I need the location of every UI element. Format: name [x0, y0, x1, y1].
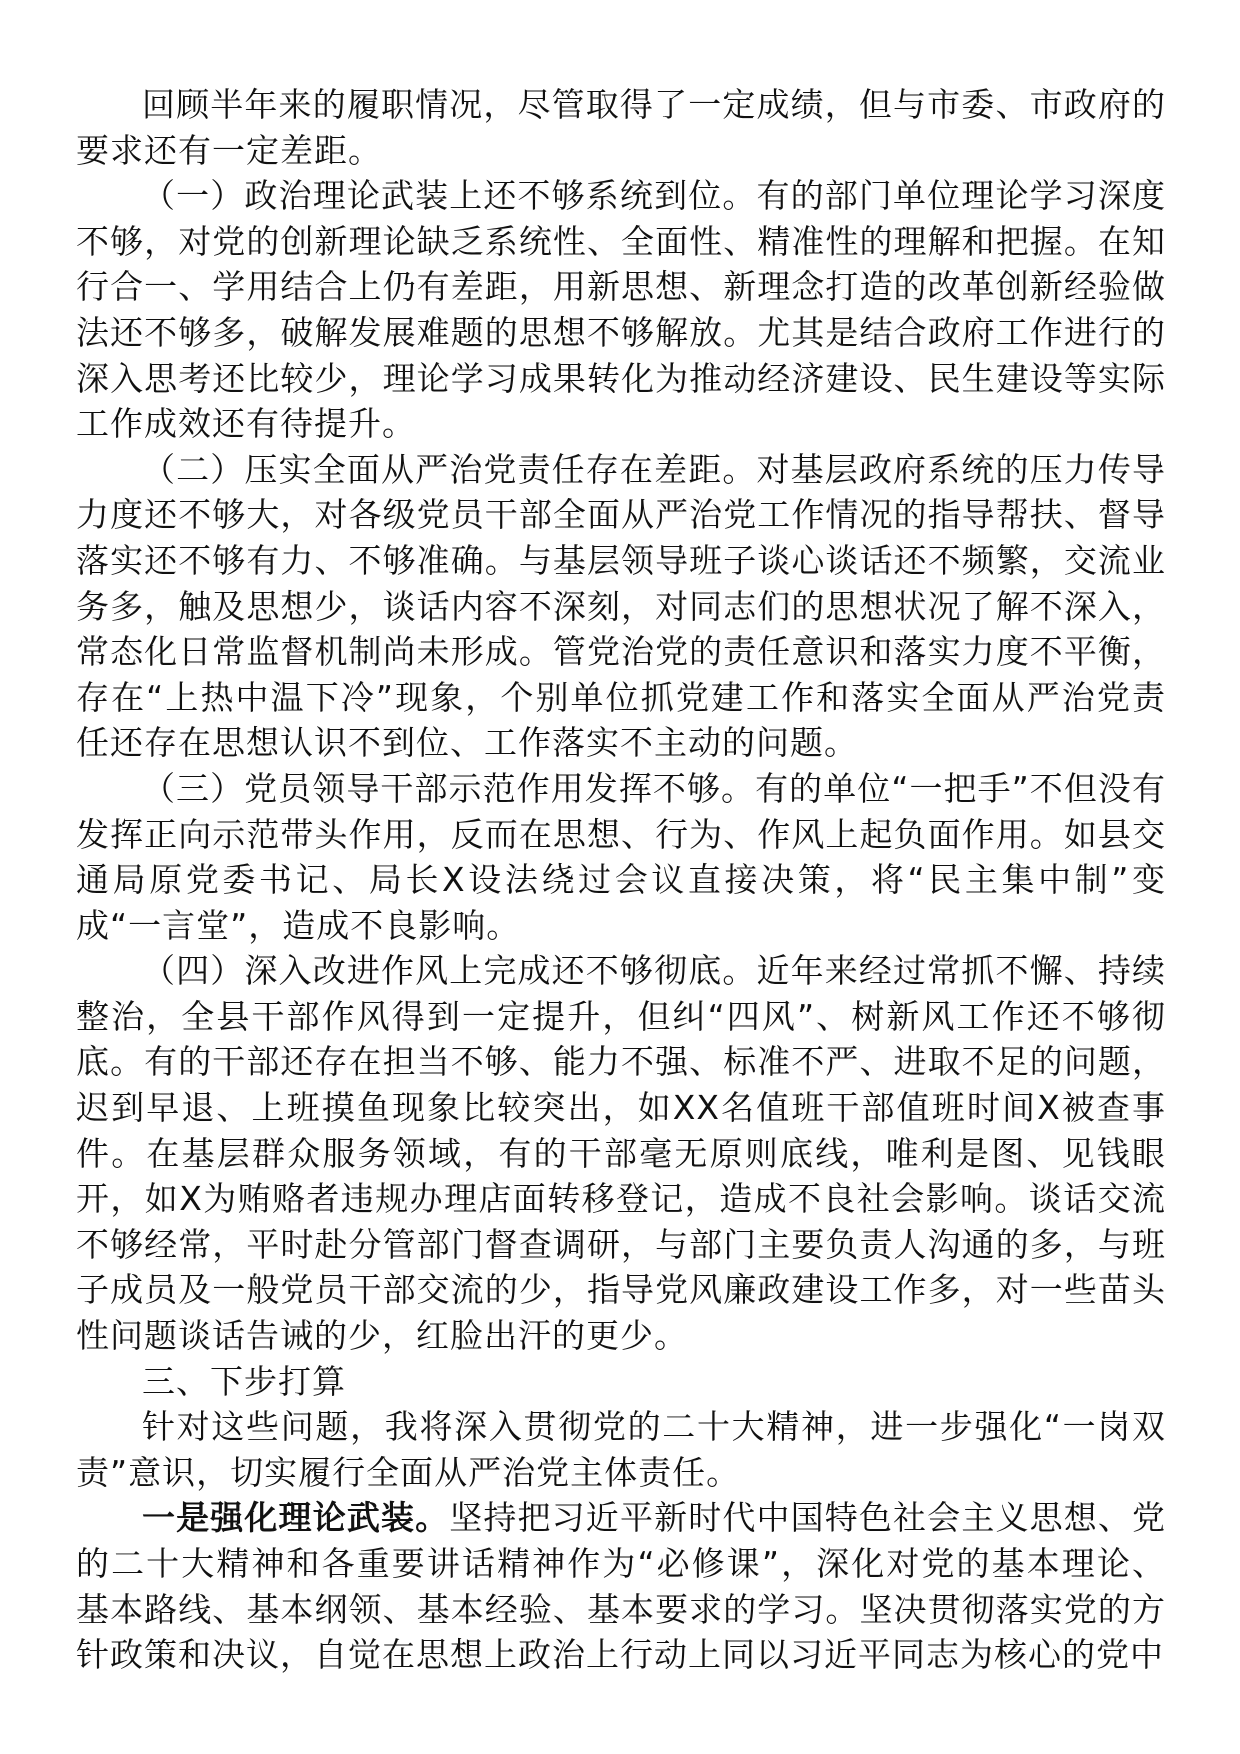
plan-1-text: 坚持把习近平新时代中国特色社会主义思想、党的二十大精神和各重要讲话精神作为“必修课”，深化对党的基本理论、基本路线、基本纲领、基本经验、基本要求的学习。坚决贯彻落实党的方针政策和决议，自觉在思想上政治上行动上同以习近平同志为核心的党中 — [76, 1498, 1167, 1675]
paragraph-issue-1: （一）政治理论武装上还不够系统到位。有的部门单位理论学习深度不够，对党的创新理论缺乏系统性、全面性、精准性的理解和把握。在知行合一、学用结合上仍有差距，用新思想、新理念打造的改革创新经验做法还不够多，破解发展难题的思想不够解放。尤其是结合政府工作进行的深入思考还比较少，理论学习成果转化为推动经济建设、民生建设等实际工作成效还有待提升。 — [76, 176, 1166, 444]
paragraph-next-steps-intro: 针对这些问题，我将深入贯彻党的二十大精神，进一步强化“一岗双责”意识，切实履行全面从严治党主体责任。 — [76, 1407, 1166, 1492]
paragraph-issue-4: （四）深入改进作风上完成还不够彻底。近年来经过常抓不懈、持续整治，全县干部作风得到一定提升，但纠“四风”、树新风工作还不够彻底。有的干部还存在担当不够、能力不强、标准不严、进取不足的问题，迟到早退、上班摸鱼现象比较突出，如XX名值班干部值班时间X被查事件。在基层群众服务领域，有的干部毫无原则底线，唯利是图、见钱眼开，如X为贿赂者违规办理店面转移登记，造成不良社会影响。谈话交流不够经常，平时赴分管部门督查调研，与部门主要负责人沟通的多，与班子成员及一般党员干部交流的少，指导党风廉政建设工作多，对一些苗头性问题谈话告诫的少，红脸出汗的更少。 — [76, 951, 1166, 1356]
plan-1-lead: 一是强化理论武装。 — [142, 1498, 450, 1538]
document-body — [76, 82, 1166, 1678]
paragraph-plan-1 — [76, 1495, 1166, 1677]
paragraph-issue-2: （二）压实全面从严治党责任存在差距。对基层政府系统的压力传导力度还不够大，对各级党员干部全面从严治党工作情况的指导帮扶、督导落实还不够有力、不够准确。与基层领导班子谈心谈话还不频繁，交流业务多，触及思想少，谈话内容不深刻，对同志们的思想状况了解不深入，常态化日常监督机制尚未形成。管党治党的责任意识和落实力度不平衡，存在“上热中温下冷”现象，个别单位抓党建工作和落实全面从严治党责任还存在思想认识不到位、工作落实不主动的问题。 — [76, 449, 1166, 763]
paragraph-issue-3: （三）党员领导干部示范作用发挥不够。有的单位“一把手”不但没有发挥正向示范带头作用，反而在思想、行为、作风上起负面作用。如县交通局原党委书记、局长X设法绕过会议直接决策，将“民主集中制”变成“一言堂”，造成不良影响。 — [76, 768, 1166, 945]
section-heading-next-steps: 三、下步打算 — [142, 1361, 346, 1401]
paragraph-intro: 回顾半年来的履职情况，尽管取得了一定成绩，但与市委、市政府的要求还有一定差距。 — [76, 85, 1166, 170]
